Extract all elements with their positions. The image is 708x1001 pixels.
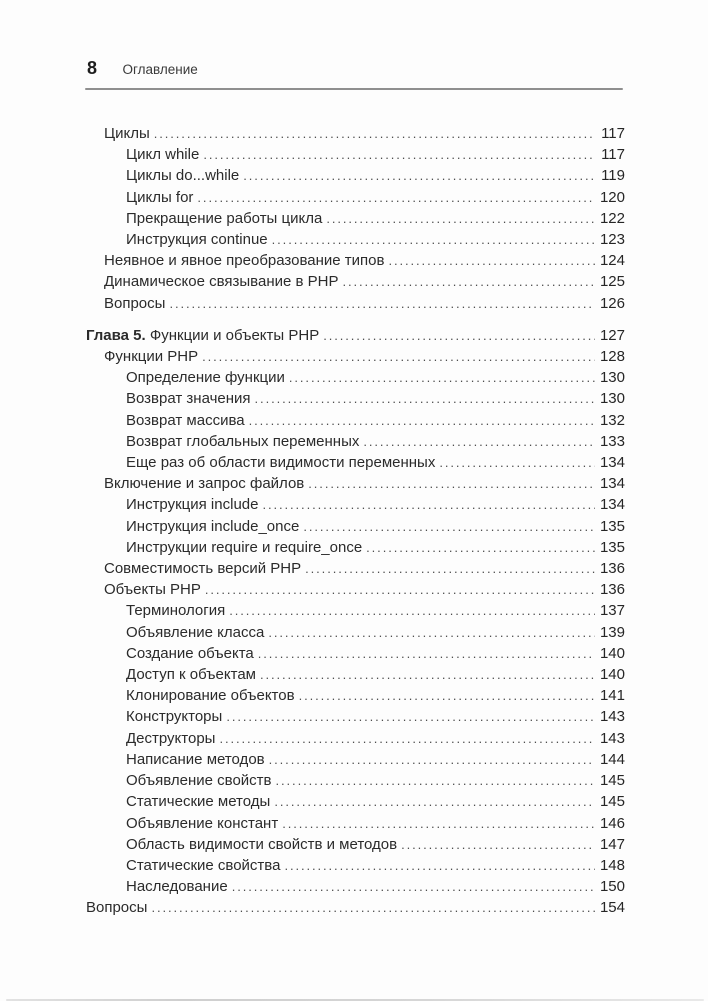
toc-entry-page-number: 143 xyxy=(599,708,625,726)
toc-entry-page-number: 140 xyxy=(599,666,625,684)
toc-entry-page-number: 120 xyxy=(599,188,625,206)
toc-entry-page-number: 148 xyxy=(599,856,625,874)
toc-entry xyxy=(86,165,625,186)
toc-entry-text: Конструкторы xyxy=(126,708,223,726)
toc-entry xyxy=(86,643,625,664)
toc-entry-text: Инструкция continue xyxy=(126,231,268,249)
toc-entry xyxy=(86,229,625,250)
dotted-leader xyxy=(276,770,595,791)
dotted-leader xyxy=(154,123,595,144)
toc-entry-title xyxy=(126,388,251,409)
dotted-leader xyxy=(363,431,595,452)
toc-entry-page-number: 130 xyxy=(599,369,625,387)
toc-entry-page-number: 135 xyxy=(599,517,625,535)
toc-entry xyxy=(86,537,625,558)
toc-entry-page-number: 150 xyxy=(599,878,625,896)
toc-entry-page-number: 122 xyxy=(599,209,625,227)
dotted-leader xyxy=(282,813,595,834)
toc-entry xyxy=(86,706,625,727)
dotted-leader xyxy=(388,250,595,271)
dotted-leader xyxy=(262,494,595,515)
toc-entry xyxy=(86,346,625,367)
toc-entry-title xyxy=(126,537,362,558)
toc-entry xyxy=(86,367,625,388)
running-head xyxy=(87,58,624,79)
toc-entry xyxy=(86,876,625,897)
toc-entry-title xyxy=(126,516,299,537)
toc-entry xyxy=(86,770,625,791)
toc-entry-title xyxy=(104,250,384,271)
toc-entry-text: Объекты PHP xyxy=(104,581,201,599)
toc-entry-text: Статические свойства xyxy=(126,856,281,874)
toc-entry-title xyxy=(126,410,245,431)
toc-entry xyxy=(86,208,625,229)
dotted-leader xyxy=(249,410,595,431)
toc-entry xyxy=(86,473,625,494)
toc-entry-title xyxy=(126,813,278,834)
toc-entry-title xyxy=(126,494,258,515)
dotted-leader xyxy=(258,643,595,664)
toc-entry-page-number: 133 xyxy=(599,432,625,450)
toc-entry-page-number: 136 xyxy=(599,581,625,599)
toc-entry xyxy=(86,600,625,621)
toc-entry-title xyxy=(126,431,359,452)
toc-entry xyxy=(86,516,625,537)
toc-entry xyxy=(86,558,625,579)
toc-entry-text: Вопросы xyxy=(86,899,148,917)
dotted-leader xyxy=(272,229,595,250)
toc-entry-text: Доступ к объектам xyxy=(126,666,256,684)
toc-entry xyxy=(86,293,625,314)
toc-entry-title xyxy=(104,293,165,314)
toc-entry xyxy=(86,388,625,409)
toc-entry xyxy=(86,271,625,292)
toc-entry-title xyxy=(104,473,304,494)
toc-entry-title xyxy=(126,749,265,770)
dotted-leader xyxy=(342,271,595,292)
toc-entry-title xyxy=(126,876,228,897)
toc-entry-title xyxy=(126,728,215,749)
toc-entry-title xyxy=(126,144,199,165)
dotted-leader xyxy=(305,558,595,579)
toc-entry-page-number: 136 xyxy=(599,560,625,578)
dotted-leader xyxy=(203,144,595,165)
toc-entry-page-number: 123 xyxy=(599,231,625,249)
toc-entry-page-number: 134 xyxy=(599,496,625,514)
toc-entry-page-number: 117 xyxy=(601,125,625,142)
toc-entry-page-number: 144 xyxy=(599,750,625,768)
toc-entry xyxy=(86,897,625,918)
toc-entry-title xyxy=(126,208,322,229)
toc-entry-text: Клонирование объектов xyxy=(126,687,295,705)
dotted-leader xyxy=(303,516,595,537)
toc-entry-text: Возврат глобальных переменных xyxy=(126,432,360,450)
toc-entry-page-number: 139 xyxy=(599,623,625,641)
toc-entry-text: Инструкция include_once xyxy=(126,517,300,535)
toc-entry-page-number: 128 xyxy=(599,348,625,366)
dotted-leader xyxy=(151,897,595,918)
dotted-leader xyxy=(197,187,595,208)
dotted-leader xyxy=(274,791,595,812)
dotted-leader xyxy=(268,622,595,643)
toc-entry-text: Объявление свойств xyxy=(126,772,272,790)
toc-entry-title xyxy=(86,325,319,346)
dotted-leader xyxy=(401,834,595,855)
toc-entry xyxy=(86,855,625,876)
toc-list xyxy=(86,123,625,919)
toc-entry-title xyxy=(126,855,280,876)
toc-entry-page-number: 130 xyxy=(599,390,625,408)
toc-entry-title xyxy=(126,791,270,812)
toc-entry-text: Возврат массива xyxy=(126,411,245,429)
toc-entry-title xyxy=(126,367,285,388)
dotted-leader xyxy=(202,346,595,367)
dotted-leader xyxy=(308,473,595,494)
toc-entry-text: Динамическое связывание в PHP xyxy=(104,273,339,291)
toc-entry-text: Цикл while xyxy=(126,146,200,164)
toc-entry-text: Неявное и явное преобразование типов xyxy=(104,252,385,270)
toc-entry xyxy=(86,749,625,770)
toc-entry-page-number: 126 xyxy=(599,294,625,312)
dotted-leader xyxy=(260,664,595,685)
toc-entry-page-number: 127 xyxy=(599,326,625,344)
toc-entry-page-number: 132 xyxy=(599,411,625,429)
toc-entry-text: Инструкции require и require_once xyxy=(126,538,363,556)
toc-entry-title xyxy=(126,452,435,473)
toc-entry-title xyxy=(126,770,272,791)
toc-entry xyxy=(86,144,625,165)
dotted-leader xyxy=(366,537,595,558)
toc-entry-text: Возврат значения xyxy=(126,390,251,408)
toc-entry xyxy=(86,452,625,473)
dotted-leader xyxy=(205,579,595,600)
dotted-leader xyxy=(243,165,595,186)
toc-entry-title xyxy=(126,229,268,250)
dotted-leader xyxy=(284,855,595,876)
toc-entry-page-number: 117 xyxy=(601,146,625,164)
toc-entry-text: Циклы do...while xyxy=(126,167,240,185)
toc-entry-title xyxy=(126,664,256,685)
toc-entry-page-number: 124 xyxy=(599,252,625,270)
dotted-leader xyxy=(255,388,595,409)
toc-entry xyxy=(86,250,625,271)
toc-entry-text: Объявление класса xyxy=(126,623,265,641)
toc-entry xyxy=(86,791,625,812)
page-header-title: Оглавление xyxy=(122,62,198,77)
dotted-leader xyxy=(323,325,595,346)
toc-entry xyxy=(86,813,625,834)
toc-entry-text: Деструкторы xyxy=(126,729,216,747)
dotted-leader xyxy=(232,876,595,897)
toc-entry-page-number: 145 xyxy=(599,793,625,811)
toc-entry-text: Определение функции xyxy=(126,369,285,387)
toc-entry-page-number: 143 xyxy=(599,729,625,747)
toc-entry-page-number: 134 xyxy=(599,454,625,472)
toc-entry xyxy=(86,325,625,346)
dotted-leader xyxy=(219,728,595,749)
toc-entry xyxy=(86,728,625,749)
toc-entry xyxy=(86,664,625,685)
toc-entry-title xyxy=(126,600,225,621)
toc-entry-text: Циклы for xyxy=(126,188,194,206)
toc-entry xyxy=(86,685,625,706)
toc-entry-page-number: 135 xyxy=(599,538,625,556)
toc-entry-text: Статические методы xyxy=(126,793,271,811)
toc-entry xyxy=(86,431,625,452)
toc-entry-text: Вопросы xyxy=(104,294,166,312)
toc-entry-text: Функции и объекты PHP xyxy=(145,326,320,344)
toc-entry-text: Еще раз об области видимости переменных xyxy=(126,454,436,472)
toc-entry-chapter-label: Глава 5. xyxy=(86,326,146,344)
toc-entry-title xyxy=(126,685,295,706)
toc-entry-title xyxy=(126,165,239,186)
toc-entry-text: Объявление констант xyxy=(126,814,279,832)
dotted-leader xyxy=(169,293,595,314)
dotted-leader xyxy=(289,367,595,388)
toc-entry-text: Область видимости свойств и методов xyxy=(126,835,398,853)
toc-entry-page-number: 154 xyxy=(599,899,625,917)
toc-entry-title xyxy=(126,187,193,208)
dotted-leader xyxy=(226,706,595,727)
toc-entry-title xyxy=(126,834,397,855)
toc-entry-text: Терминология xyxy=(126,602,226,620)
toc-entry-title xyxy=(104,579,201,600)
dotted-leader xyxy=(299,685,595,706)
toc-entry-text: Написание методов xyxy=(126,750,265,768)
toc-entry-title xyxy=(86,897,147,918)
toc-entry-page-number: 147 xyxy=(599,835,625,853)
header-rule xyxy=(85,88,623,90)
page-number: 8 xyxy=(87,58,98,78)
dotted-leader xyxy=(229,600,595,621)
toc-entry-text: Прекращение работы цикла xyxy=(126,209,323,227)
toc-entry-title xyxy=(126,643,254,664)
toc-entry xyxy=(86,579,625,600)
toc-entry xyxy=(86,123,625,144)
toc-entry-page-number: 125 xyxy=(599,273,625,291)
dotted-leader xyxy=(269,749,595,770)
dotted-leader xyxy=(326,208,595,229)
toc-entry-page-number: 119 xyxy=(601,167,625,185)
toc-entry-page-number: 134 xyxy=(599,475,625,493)
toc-entry-page-number: 141 xyxy=(599,687,625,705)
toc-entry-text: Инструкция include xyxy=(126,496,259,514)
toc-entry-text: Создание объекта xyxy=(126,644,254,662)
toc-entry-title xyxy=(104,271,338,292)
toc-entry-title xyxy=(104,558,301,579)
toc-entry-title xyxy=(104,346,198,367)
toc-entry-text: Включение и запрос файлов xyxy=(104,475,305,493)
toc-entry-page-number: 137 xyxy=(599,602,625,620)
toc-entry-text: Совместимость версий PHP xyxy=(104,560,302,578)
toc-entry xyxy=(86,410,625,431)
toc-entry-page-number: 140 xyxy=(599,644,625,662)
toc-entry-title xyxy=(126,622,264,643)
toc-entry xyxy=(86,494,625,515)
toc-entry xyxy=(86,622,625,643)
toc-entry-page-number: 146 xyxy=(599,814,625,832)
toc-entry-text: Наследование xyxy=(126,878,228,896)
dotted-leader xyxy=(439,452,595,473)
toc-entry xyxy=(86,834,625,855)
toc-entry-title xyxy=(104,123,150,144)
toc-entry xyxy=(86,187,625,208)
toc-entry-text: Функции PHP xyxy=(104,348,199,366)
toc-entry-title xyxy=(126,706,222,727)
toc-entry-page-number: 145 xyxy=(599,772,625,790)
toc-entry-text: Циклы xyxy=(104,125,150,142)
